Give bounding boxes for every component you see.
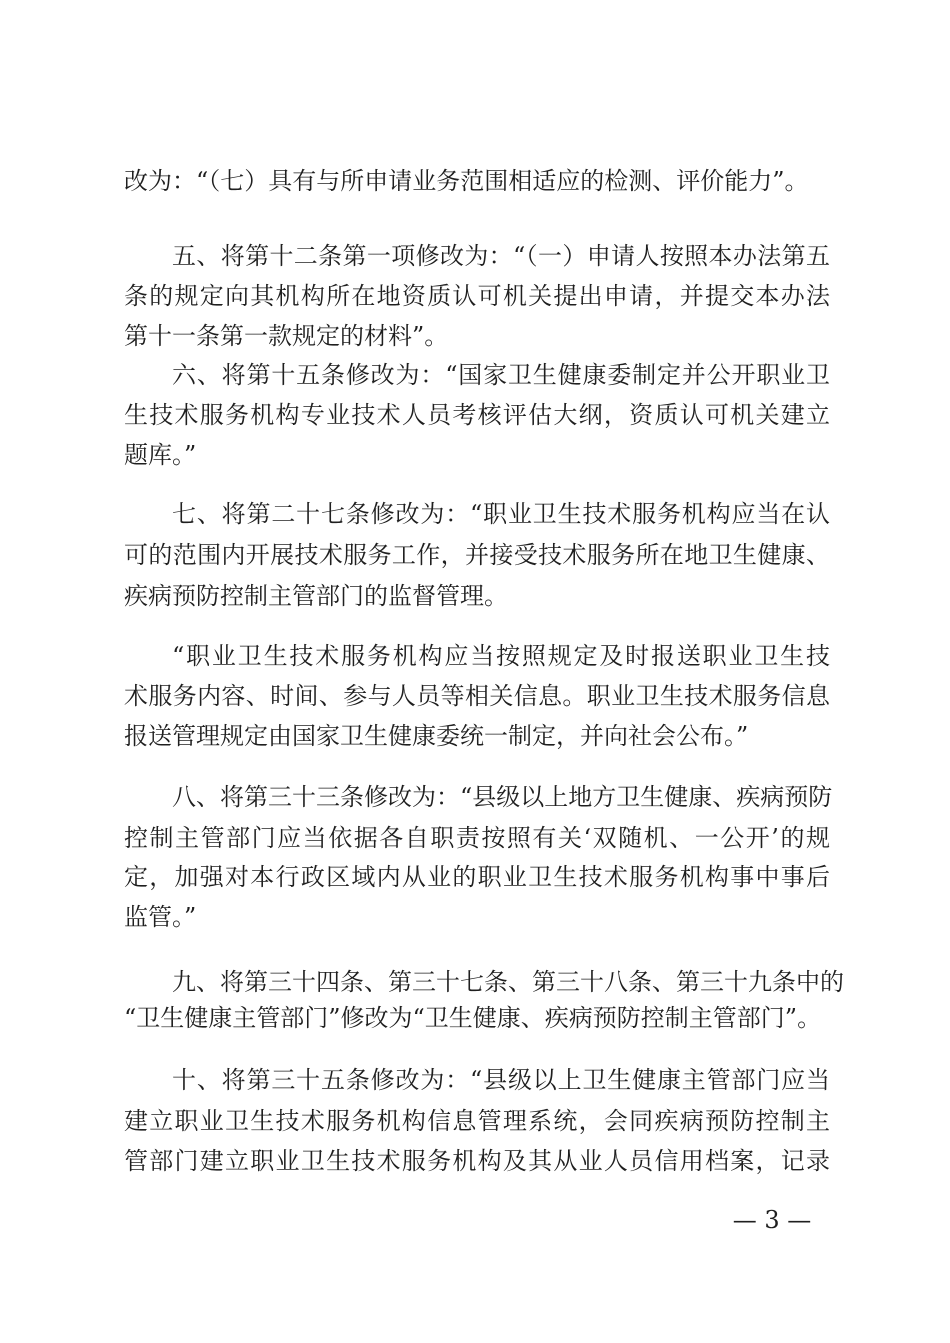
text-line-7: 题库。”	[124, 441, 197, 469]
text-line-10: 疾病预防控制主管部门的监督管理。	[124, 582, 508, 610]
text-line-9: 可的范围内开展技术服务工作，并接受技术服务所在地卫生健康、	[124, 541, 830, 569]
text-line-4: 第十一条第一款规定的材料”。	[124, 322, 449, 350]
text-line-19: “卫生健康主管部门”修改为“卫生健康、疾病预防控制主管部门”。	[124, 1004, 822, 1032]
text-line-15: 控制主管部门应当依据各自职责按照有关‘双随机、一公开’的规	[124, 824, 830, 852]
text-line-18: 九、将第三十四条、第三十七条、第三十八条、第三十九条中的	[172, 968, 844, 996]
text-line-20: 十、将第三十五条修改为：“县级以上卫生健康主管部门应当	[172, 1066, 830, 1094]
text-line-3: 条的规定向其机构所在地资质认可机关提出申请，并提交本办法	[124, 282, 830, 310]
text-line-1: 改为：“（七）具有与所申请业务范围相适应的检测、评价能力”。	[124, 167, 809, 195]
text-line-14: 八、将第三十三条修改为：“县级以上地方卫生健康、疾病预防	[172, 783, 833, 811]
text-line-17: 监管。”	[124, 903, 197, 931]
text-line-22: 管部门建立职业卫生技术服务机构及其从业人员信用档案，记录	[124, 1147, 830, 1175]
text-line-11: “职业卫生技术服务机构应当按照规定及时报送职业卫生技	[172, 642, 830, 670]
text-line-2: 五、将第十二条第一项修改为：“（一）申请人按照本办法第五	[172, 242, 830, 270]
text-line-6: 生技术服务机构专业技术人员考核评估大纲，资质认可机关建立	[124, 401, 830, 429]
page-number: — 3 —	[732, 1206, 812, 1234]
text-line-5: 六、将第十五条修改为：“国家卫生健康委制定并公开职业卫	[172, 361, 830, 389]
text-line-8: 七、将第二十七条修改为：“职业卫生技术服务机构应当在认	[172, 500, 830, 528]
text-line-16: 定，加强对本行政区域内从业的职业卫生技术服务机构事中事后	[124, 863, 830, 891]
text-line-13: 报送管理规定由国家卫生健康委统一制定，并向社会公布。”	[124, 722, 749, 750]
text-line-12: 术服务内容、时间、参与人员等相关信息。职业卫生技术服务信息	[124, 682, 830, 710]
text-line-21: 建立职业卫生技术服务机构信息管理系统，会同疾病预防控制主	[124, 1107, 830, 1135]
